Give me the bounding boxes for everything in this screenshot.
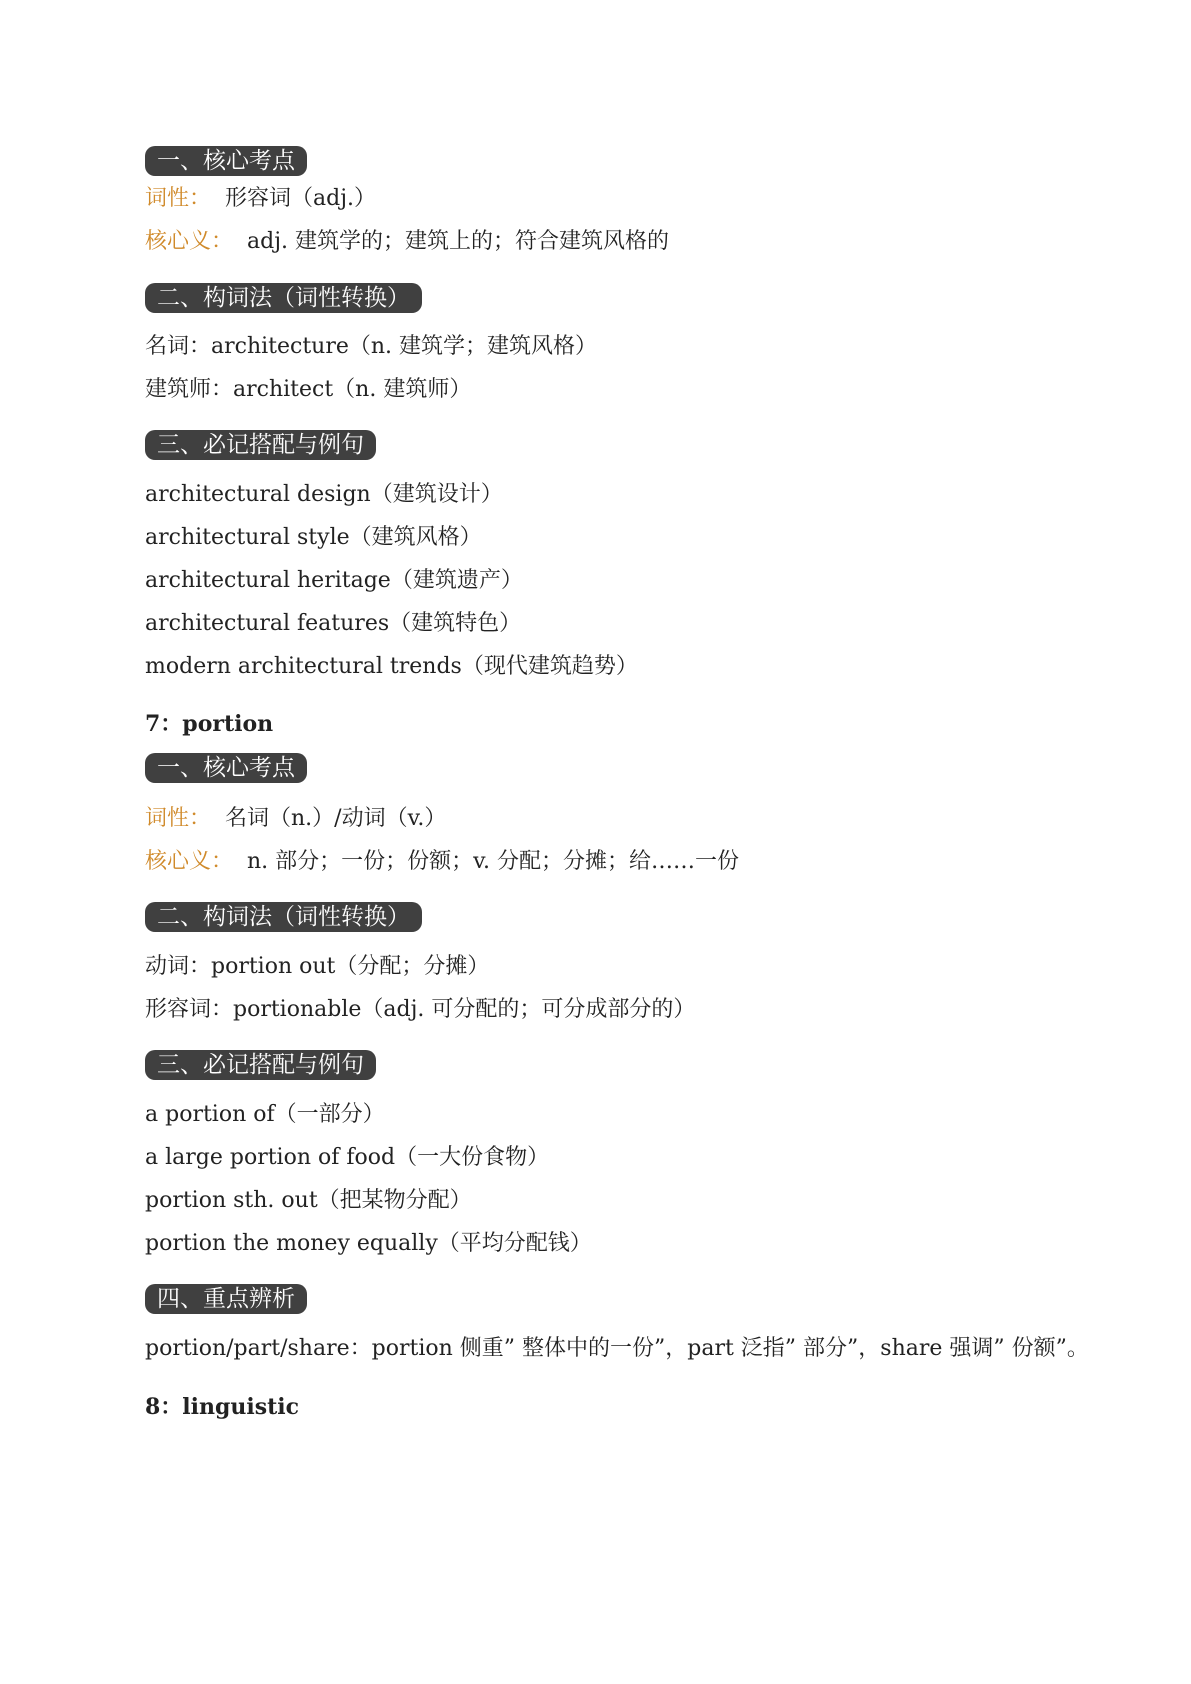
formation-item: 动词：portion out（分配；分摊） [145,954,490,979]
formation-item: 名词：architecture（n. 建筑学；建筑风格） [145,334,598,359]
collocation-item: portion sth. out（把某物分配） [145,1188,472,1213]
formation-item: 形容词：portionable（adj. 可分配的；可分成部分的） [145,997,696,1022]
meaning-value: n. 部分；一份；份额；v. 分配；分摊；给……一份 [247,849,739,874]
section-tag-formation [145,902,422,932]
pos-value: 形容词（adj.） [225,186,377,211]
pos-value: 名词（n.）/动词（v.） [225,806,447,831]
section-tag-core [145,146,307,176]
pos-label: 词性： [145,806,212,831]
word-heading: 7：portion [145,711,274,737]
collocation-item: architectural style（建筑风格） [145,525,482,550]
section-tag-label: 一、核心考点 [145,146,307,176]
meaning-label: 核心义： [145,849,234,874]
section-tag-formation [145,283,422,313]
section-tag-collocations [145,430,376,460]
meaning-line [145,227,669,257]
section-tag-collocations [145,1050,376,1080]
section-tag-label: 三、必记搭配与例句 [145,430,376,460]
word-heading: 8：linguistic [145,1394,300,1420]
meaning-value: adj. 建筑学的；建筑上的；符合建筑风格的 [247,229,670,254]
section-tag-label: 二、构词法（词性转换） [145,283,422,313]
collocation-item: a portion of（一部分） [145,1102,385,1127]
meaning-line [145,847,739,877]
meaning-label: 核心义： [145,229,234,254]
collocation-item: a large portion of food（一大份食物） [145,1145,550,1170]
collocation-item: architectural features（建筑特色） [145,611,522,636]
collocation-item: portion the money equally（平均分配钱） [145,1231,592,1256]
section-tag-label: 二、构词法（词性转换） [145,902,422,932]
section-tag-label: 四、重点辨析 [145,1284,307,1314]
section-tag-core [145,753,307,783]
collocation-item: modern architectural trends（现代建筑趋势） [145,654,638,679]
distinction-text: portion/part/share：portion 侧重” 整体中的一份”，part 泛指” 部分”，share 强调” 份额”。 [145,1336,1089,1361]
section-tag-label: 一、核心考点 [145,753,307,783]
pos-line [145,184,376,214]
section-tag-label: 三、必记搭配与例句 [145,1050,376,1080]
pos-line [145,804,446,834]
formation-item: 建筑师：architect（n. 建筑师） [145,377,472,402]
collocation-item: architectural heritage（建筑遗产） [145,568,523,593]
section-tag-distinction [145,1284,307,1314]
collocation-item: architectural design（建筑设计） [145,482,503,507]
pos-label: 词性： [145,186,212,211]
